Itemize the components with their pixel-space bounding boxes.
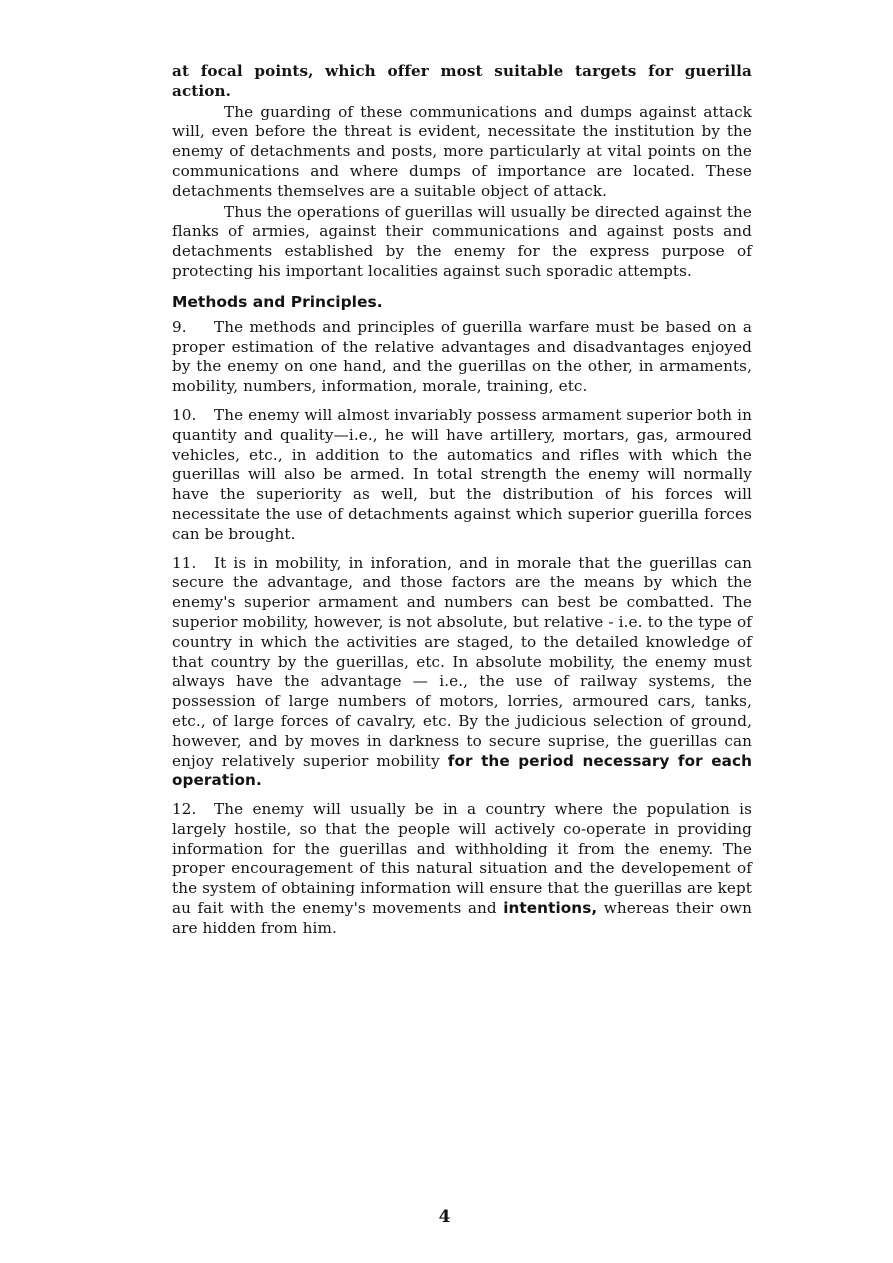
- section-9: [172, 318, 752, 397]
- section-text: It is in mobility, in inforation, and in morale that the guerillas can secure the advantage, and those factors are the means by which the enemy's superior armament and numbers can best be combatted. The superior mobility, however, is not absolute, but relative - i.e. to the type of country in which the activities are staged, to the detailed knowledge of that country by the guerillas, etc. In absolute mobility, the enemy must always have the advantage — i.e., the use of railway systems, the possession of large numbers of motors, lorries, armoured cars, tanks, etc., of large forces of cavalry, etc. By the judicious selection of ground, however, and by moves in darkness to secure suprise, the guerillas can enjoy relatively superior mobility: [172, 553, 752, 770]
- page-number: 4: [438, 1207, 451, 1227]
- paragraph-thus: Thus the operations of guerillas will usually be directed against the flanks of armies, against their communications and against posts and detachments established by the enemy for the express purpose of protecting his important localities against such sporadic attempts.: [172, 202, 752, 280]
- section-heading: Methods and Principles.: [172, 292, 383, 311]
- section-number: 12.: [172, 800, 197, 819]
- section-number: 9.: [172, 317, 187, 336]
- section-emphasis: for the period necessary for each operation.: [172, 751, 752, 790]
- section-11: [172, 554, 752, 792]
- section-text-end: whereas their own are hidden from him.: [172, 899, 752, 937]
- section-number: 10.: [172, 405, 197, 424]
- section-emphasis: intentions,: [503, 899, 598, 918]
- section-text: The enemy will usually be in a country where the population is largely hostile, so that the people will actively co-operate in providing information for the guerillas and withholding it from the enemy. The proper encouragement of this natural situation and the developement of the system of obtaining information will ensure that the guerillas are kept au fait with the enemy's movements and: [172, 800, 752, 918]
- paragraph-continuation: at focal points, which offer most suitable targets for guerilla action.: [172, 62, 752, 100]
- section-number: 11.: [172, 553, 197, 572]
- document-page: [172, 62, 752, 939]
- section-12: [172, 800, 752, 939]
- paragraph-guarding: The guarding of these communications and dumps against attack will, even before the threat is evident, necessitate the institution by the enemy of detachments and posts, more particularly at vital points on the communications and where dumps of importance are located. These detachments themselves are a suitable object of attack.: [172, 102, 752, 200]
- section-text: The methods and principles of guerilla warfare must be based on a proper estimation of the relative advantages and disadvantages enjoyed by the enemy on one hand, and the guerillas on the other, in armaments, mobility, numbers, information, morale, training, etc.: [172, 317, 752, 396]
- section-10: [172, 406, 752, 545]
- section-text: The enemy will almost invariably possess armament superior both in quantity and quality—i.e., he will have artillery, mortars, gas, armoured vehicles, etc., in addition to the automatics and rifles with which the guerillas will also be armed. In total strength the enemy will normally have the superiority as well, but the distribution of his forces will necessitate the use of detachments against which superior guerilla forces can be brought.: [172, 405, 752, 543]
